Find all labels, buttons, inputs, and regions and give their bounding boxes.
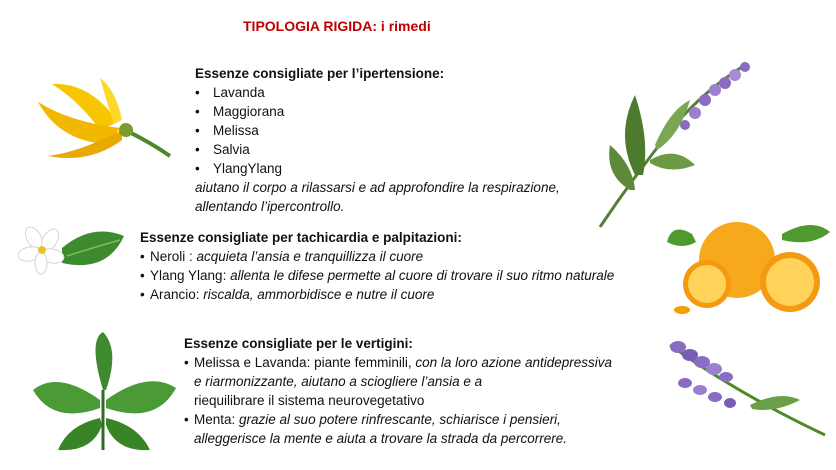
- mint-leaves-icon: [28, 330, 178, 455]
- list-item: [140, 266, 660, 285]
- essence-desc: riscalda, ammorbidisce e nutre il cuore: [203, 287, 435, 302]
- sage-flower-icon: [595, 55, 765, 230]
- essence-desc-plain: piante femminili,: [314, 355, 416, 370]
- lavender-flower-icon: [660, 335, 830, 440]
- essence-desc-line: riequilibrare il sistema neurovegetativo: [194, 393, 425, 408]
- neroli-flower-icon: [12, 218, 127, 278]
- essence-name: Neroli :: [150, 249, 197, 264]
- essence-name: Ylang Ylang:: [150, 268, 231, 283]
- hypertension-list: [195, 83, 615, 178]
- essence-desc: allenta le difese permette al cuore di trovare il suo ritmo naturale: [230, 268, 615, 283]
- orange-fruit-icon: [662, 212, 832, 317]
- essence-desc: con la loro azione antidepressiva: [415, 355, 612, 370]
- page-title: TIPOLOGIA RIGIDA: i rimedi: [243, 18, 431, 34]
- essence-name: Menta:: [194, 412, 240, 427]
- list-item: • Salvia: [195, 140, 615, 159]
- list-item: • YlangYlang: [195, 159, 615, 178]
- essence-desc-line: e riarmonizzante, aiutano a sciogliere l’ansia e a: [194, 374, 483, 389]
- vertigo-section: [184, 334, 624, 448]
- tachycardia-section: [140, 228, 660, 304]
- essence-desc: acquieta l’ansia e tranquillizza il cuore: [196, 249, 424, 264]
- hypertension-section: [195, 64, 615, 216]
- tachycardia-heading: Essenze consigliate per tachicardia e palpitazioni:: [140, 230, 462, 245]
- list-item: [184, 353, 624, 372]
- hypertension-heading: Essenze consigliate per l’ipertensione:: [195, 66, 445, 81]
- essence-desc-line: alleggerisce la mente e aiuta a trovare la strada da percorrere.: [194, 431, 567, 446]
- list-item: [140, 247, 660, 266]
- list-item: [184, 410, 624, 429]
- hypertension-note-line2: allentando l’ipercontrollo.: [195, 199, 345, 214]
- essence-name: Melissa e Lavanda:: [194, 355, 315, 370]
- essence-name: Arancio:: [150, 287, 204, 302]
- hypertension-note-line1: aiutano il corpo a rilassarsi e ad approfondire la respirazione,: [195, 180, 560, 195]
- list-item: [140, 285, 660, 304]
- list-item: • Maggiorana: [195, 102, 615, 121]
- essence-desc: grazie al suo potere rinfrescante, schiarisce i pensieri,: [239, 412, 561, 427]
- ylang-ylang-flower-icon: [30, 72, 175, 162]
- list-item: • Melissa: [195, 121, 615, 140]
- vertigo-heading: Essenze consigliate per le vertigini:: [184, 336, 413, 351]
- list-item: • Lavanda: [195, 83, 615, 102]
